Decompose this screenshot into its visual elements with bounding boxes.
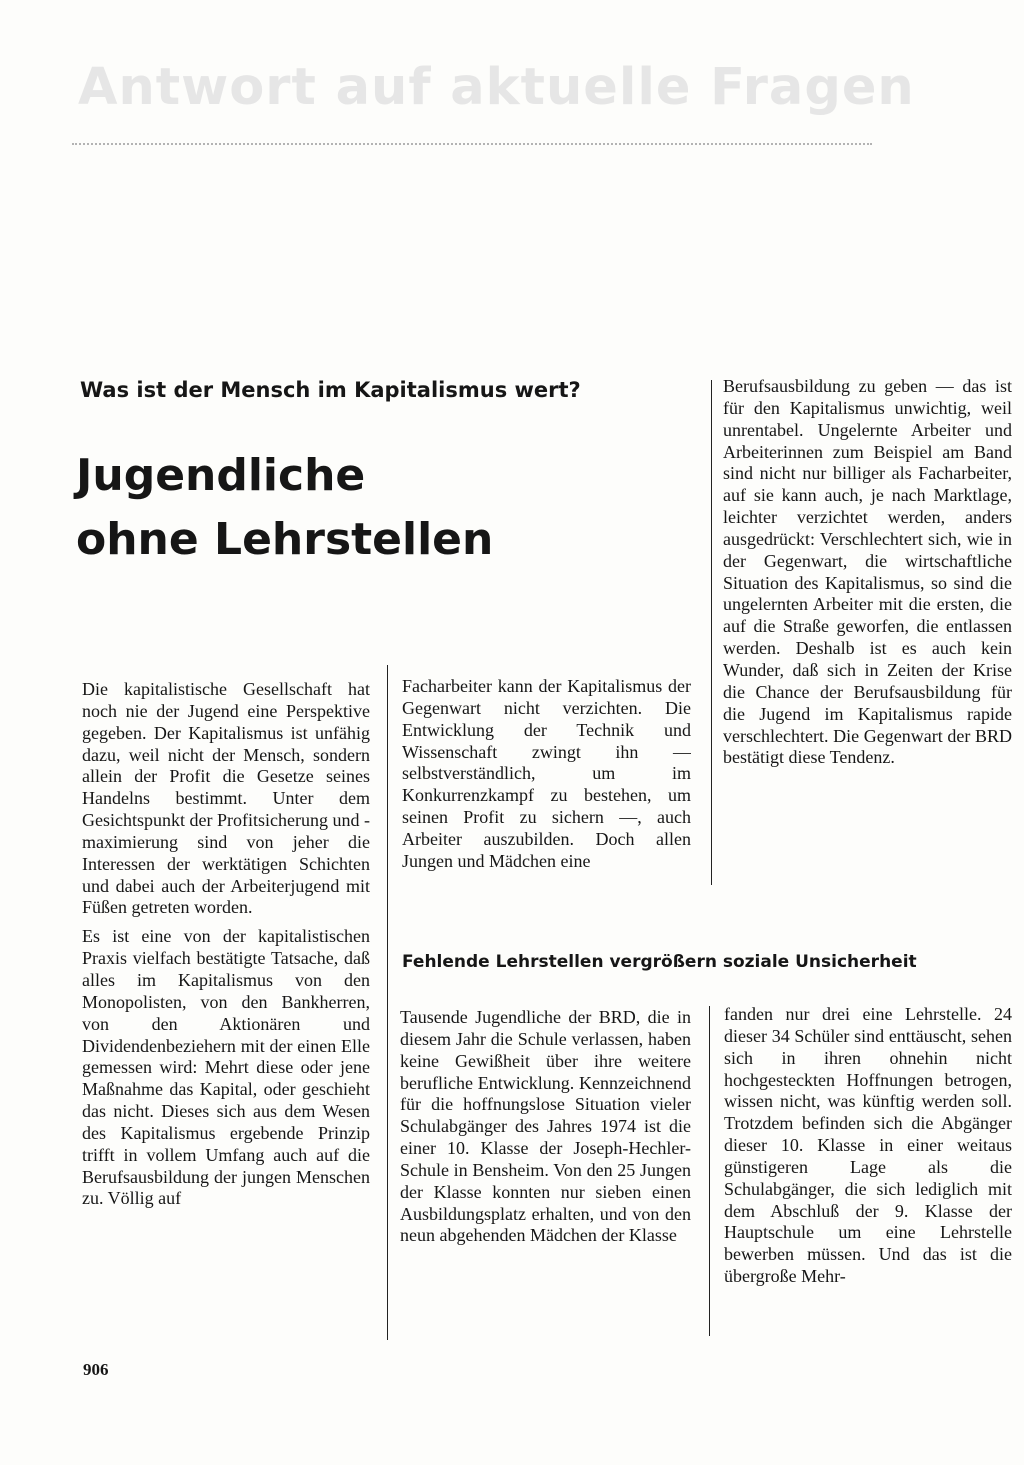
article-paragraph: Berufsausbildung zu geben — das ist für den Kapitalismus unwichtig, weil unrentabel. Ungelernte Arbeiter und Arbeiterinnen zum Beispiel am Band sind nicht nur billiger als Facharbeiter, auf sie kann auch, je nach Marktlage, leichter verzichtet werden, anders ausgedrückt: Verschlechtert sich, wie in der Gegenwart, die wirtschaftliche Situation des Kapitalismus, so sind die ungelernten Arbeiter mit die ersten, die auf die Straße geworfen, die entlassen werden. Deshalb ist es auch kein Wunder, daß sich in Zeiten der Krise die Chance der Berufsausbildung für die Jugend im Kapitalismus rapide verschlechtert. Die Gegenwart der BRD bestätigt diese Tendenz. (723, 376, 1012, 768)
article-column-4 (400, 1007, 691, 1337)
section-header: Antwort auf aktuelle Fragen (78, 58, 915, 117)
header-rule (72, 143, 872, 145)
article-subheading: Fehlende Lehrstellen vergrößern soziale Unsicherheit (402, 952, 917, 972)
article-title (76, 444, 493, 572)
article-column-5 (724, 1004, 1012, 1339)
article-paragraph: Es ist eine von der kapitalistischen Praxis vielfach bestätigte Tatsache, daß alles im Kapitalismus von den Monopolisten, von den Bankherren, von den Aktionären und Dividendenbeziehern mit der einen Elle gemessen wird: Mehrt diese oder jene Maßnahme das Kapital, oder geschieht das nicht. Dieses sich aus dem Wesen des Kapitalismus ergebende Prinzip trifft in vollem Umfang auch auf die Berufsausbildung der jungen Menschen zu. Völlig auf (82, 926, 370, 1209)
column-rule-bottom (709, 1006, 710, 1336)
article-column-2 (402, 676, 691, 896)
column-rule-left (387, 665, 388, 1340)
article-title-line-1: Jugendliche (76, 450, 366, 501)
article-paragraph: Die kapitalistische Gesellschaft hat noch nie der Jugend eine Perspektive gegeben. Der Kapitalismus ist unfähig dazu, weil nicht der Mensch, sondern allein der Profit die Gesetze seines Handelns bestimmt. Unter dem Gesichtspunkt der Profitsicherung und -maximierung sind von jeher die Interessen der werktätigen Schichten und dabei auch der Arbeiterjugend mit Füßen getreten worden. (82, 679, 370, 918)
page-number: 906 (83, 1360, 109, 1379)
article-kicker: Was ist der Mensch im Kapitalismus wert? (80, 378, 581, 402)
article-paragraph: Facharbeiter kann der Kapitalismus der Gegenwart nicht verzichten. Die Entwicklung der Technik und Wissenschaft zwingt ihn — selbstverständlich, um im Konkurrenzkampf zu bestehen, um seinen Profit zu sichern —, auch Arbeiter auszubilden. Doch allen Jungen und Mädchen eine (402, 676, 691, 871)
article-column-1 (82, 679, 370, 1344)
article-paragraph: fanden nur drei eine Lehrstelle. 24 dieser 34 Schüler sind enttäuscht, sehen sich in ihren ohnehin nicht hochgesteckten Hoffnungen betrogen, wissen nicht, was künftig werden soll. Trotzdem befinden sich die Abgänger dieser 10. Klasse in einer weitaus günstigeren Lage als die Schulabgänger, die sich lediglich mit dem Abschluß der 9. Klasse der Hauptschule um eine Lehrstelle bewerben müssen. Und das ist die übergroße Mehr- (724, 1004, 1012, 1287)
article-title-line-2: ohne Lehrstellen (76, 514, 494, 565)
column-rule-right (711, 380, 712, 885)
article-paragraph: Tausende Jugendliche der BRD, die in diesem Jahr die Schule verlassen, haben keine Gewißheit über ihre weitere berufliche Entwicklung. Kennzeichnend für die hoffnungslose Situation vieler Schulabgänger des Jahres 1974 ist die einer 10. Klasse der Joseph-Hechler-Schule in Bensheim. Von den 25 Jungen der Klasse konnten nur sieben einen Ausbildungsplatz erhalten, und von den neun abgehenden Mädchen der Klasse (400, 1007, 691, 1246)
article-column-3 (723, 376, 1012, 891)
